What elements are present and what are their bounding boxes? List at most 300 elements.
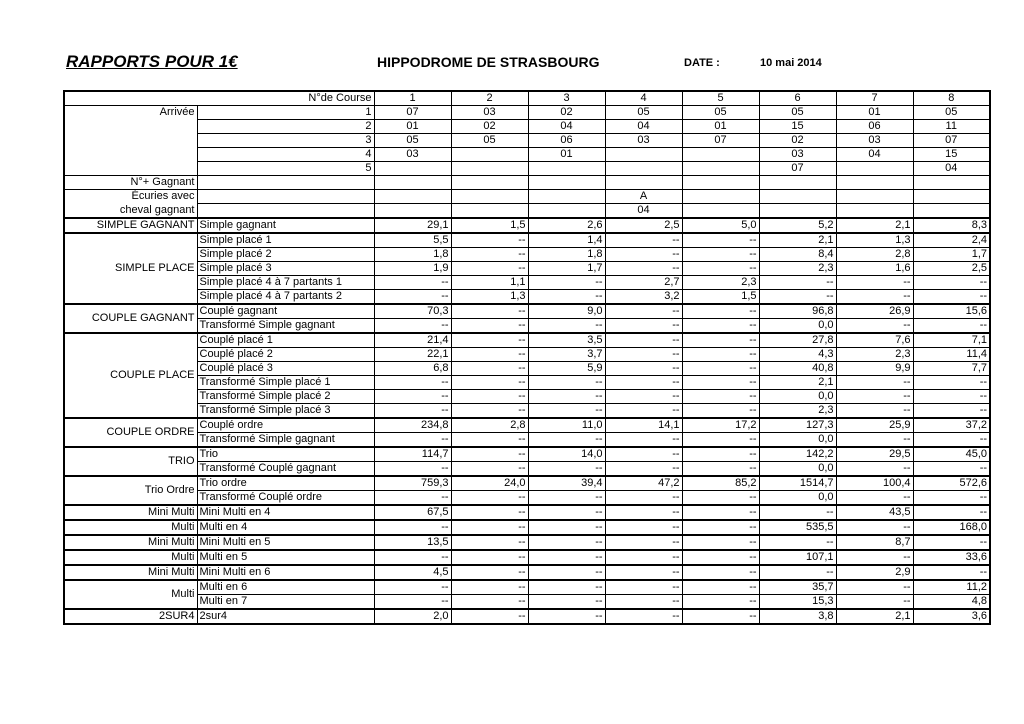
arrivee-horse: 02 [759,134,836,148]
payout-value: -- [451,390,528,404]
bet-row-label: Transformé Simple placé 2 [197,390,374,404]
payout-value: -- [374,376,451,390]
payout-value: 17,2 [682,418,759,433]
payout-value: -- [759,505,836,520]
payout-value: 759,3 [374,476,451,491]
table-row [64,333,990,348]
table-row [64,204,990,219]
payout-value: -- [374,595,451,610]
cheval-label: cheval gagnant [64,204,197,219]
payout-value: 37,2 [913,418,990,433]
payout-value: 1,4 [528,233,605,248]
payout-value: -- [913,404,990,419]
payout-value: 1,8 [528,248,605,262]
table-cell [197,204,374,219]
payout-value: -- [605,404,682,419]
cheval-value [451,204,528,219]
table-row [64,404,990,419]
arrivee-horse: 03 [759,148,836,162]
payout-value: -- [682,491,759,506]
bet-row-label: Simple placé 3 [197,262,374,276]
payout-value: -- [451,535,528,550]
payout-value: -- [374,390,451,404]
payout-value: 70,3 [374,304,451,319]
payout-value: 43,5 [836,505,913,520]
payout-value: -- [528,550,605,565]
payout-value: -- [682,565,759,580]
table-cell [528,176,605,190]
payout-value: 2,1 [836,609,913,624]
payout-value: -- [682,362,759,376]
bet-type-label: Multi [64,580,197,609]
payout-value: -- [451,520,528,535]
table-row [64,535,990,550]
payout-value: -- [605,248,682,262]
payout-value: -- [682,520,759,535]
payout-value: -- [605,447,682,462]
bet-row-label: Couplé gagnant [197,304,374,319]
arrivee-horse: 06 [836,120,913,134]
payout-value: -- [605,304,682,319]
payout-value: -- [836,376,913,390]
payout-value: -- [451,565,528,580]
arrivee-horse: 03 [374,148,451,162]
table-row [64,304,990,319]
payout-value: -- [528,319,605,334]
payout-value: 4,5 [374,565,451,580]
payout-value: 13,5 [374,535,451,550]
arrivee-position: 4 [197,148,374,162]
payout-value: 4,3 [759,348,836,362]
payout-value: -- [836,462,913,477]
payout-value: -- [528,595,605,610]
arrivee-label: Arrivée [64,106,197,120]
payout-value: -- [451,319,528,334]
arrivee-horse: 06 [528,134,605,148]
bet-type-label: Mini Multi [64,565,197,580]
arrivee-horse: 05 [374,134,451,148]
arrivee-horse [836,162,913,176]
results-table [63,90,991,625]
table-row [64,148,990,162]
payout-value: -- [913,276,990,290]
payout-value: 21,4 [374,333,451,348]
page-title: RAPPORTS POUR 1€ [66,52,238,71]
payout-value: -- [451,233,528,248]
cheval-value [759,204,836,219]
bet-row-label: Couplé placé 1 [197,333,374,348]
bet-row-label: Multi en 6 [197,580,374,595]
payout-value: -- [836,595,913,610]
payout-value: -- [913,462,990,477]
bet-row-label: Transformé Simple placé 1 [197,376,374,390]
payout-value: -- [682,319,759,334]
payout-value: -- [913,376,990,390]
payout-value: -- [528,535,605,550]
arrivee-horse: 01 [682,120,759,134]
cheval-value [836,204,913,219]
arrivee-horse: 07 [374,106,451,120]
payout-value: 7,6 [836,333,913,348]
arrivee-horse [682,162,759,176]
arrivee-horse [374,162,451,176]
payout-value: 168,0 [913,520,990,535]
race-number: 2 [451,91,528,106]
payout-value: 22,1 [374,348,451,362]
table-row [64,248,990,262]
payout-value: -- [451,447,528,462]
table-row [64,491,990,506]
payout-value: -- [682,348,759,362]
bet-row-label: Couplé ordre [197,418,374,433]
payout-value: 2,7 [605,276,682,290]
payout-value: -- [605,333,682,348]
arrivee-horse: 05 [913,106,990,120]
payout-value: 11,4 [913,348,990,362]
arrivee-horse: 04 [836,148,913,162]
arrivee-horse: 05 [759,106,836,120]
payout-value: 6,8 [374,362,451,376]
payout-value: -- [528,462,605,477]
payout-value: -- [451,348,528,362]
payout-value: 14,0 [528,447,605,462]
payout-value: 1,5 [451,218,528,233]
bet-type-label: COUPLE PLACE [64,333,197,418]
payout-value: 5,0 [682,218,759,233]
payout-value: -- [528,491,605,506]
payout-value: -- [682,447,759,462]
table-row [64,550,990,565]
payout-value: -- [605,462,682,477]
payout-value: 2,3 [759,404,836,419]
arrivee-horse: 05 [605,106,682,120]
payout-value: -- [528,520,605,535]
table-row [64,319,990,334]
payout-value: 3,7 [528,348,605,362]
bet-type-label: Mini Multi [64,535,197,550]
bet-row-label: Simple placé 2 [197,248,374,262]
table-row [64,595,990,610]
payout-value: -- [451,462,528,477]
arrivee-spacer [64,148,197,162]
arrivee-horse [528,162,605,176]
payout-value: -- [605,491,682,506]
table-row [64,134,990,148]
payout-value: 14,1 [605,418,682,433]
payout-value: -- [528,609,605,624]
payout-value: -- [836,550,913,565]
table-row [64,609,990,624]
arrivee-horse: 05 [451,134,528,148]
bet-type-label: 2SUR4 [64,609,197,624]
payout-value: -- [528,376,605,390]
bet-row-label: Trio [197,447,374,462]
payout-value: 2,5 [605,218,682,233]
payout-value: 96,8 [759,304,836,319]
payout-value: 29,5 [836,447,913,462]
payout-value: -- [913,290,990,305]
payout-value: -- [605,580,682,595]
ecuries-label: Écuries avec [64,190,197,204]
payout-value: -- [605,319,682,334]
table-row [64,580,990,595]
payout-value: -- [451,609,528,624]
payout-value: 572,6 [913,476,990,491]
bet-row-label: Transformé Simple gagnant [197,433,374,448]
payout-value: -- [682,304,759,319]
cheval-value [913,204,990,219]
arrivee-horse: 01 [374,120,451,134]
payout-value: 1,3 [451,290,528,305]
payout-value: -- [682,580,759,595]
payout-value: 3,6 [913,609,990,624]
payout-value: 4,8 [913,595,990,610]
payout-value: -- [374,520,451,535]
arrivee-horse: 07 [682,134,759,148]
bet-row-label: Trio ordre [197,476,374,491]
table-row [64,120,990,134]
payout-value: -- [605,595,682,610]
payout-value: 11,2 [913,580,990,595]
payout-value: -- [836,319,913,334]
payout-value: -- [528,404,605,419]
payout-value: 7,7 [913,362,990,376]
payout-value: 2,4 [913,233,990,248]
payout-value: -- [451,248,528,262]
payout-value: -- [682,390,759,404]
payout-value: 234,8 [374,418,451,433]
payout-value: 11,0 [528,418,605,433]
bet-row-label: Transformé Couplé gagnant [197,462,374,477]
arrivee-spacer [64,134,197,148]
arrivee-horse: 02 [451,120,528,134]
arrivee-horse: 05 [682,106,759,120]
payout-value: -- [528,565,605,580]
ecuries-value [451,190,528,204]
table-row [64,218,990,233]
table-cell [836,176,913,190]
bet-row-label: Simple placé 1 [197,233,374,248]
payout-value: -- [913,390,990,404]
payout-value: -- [759,290,836,305]
payout-value: -- [836,520,913,535]
payout-value: -- [451,404,528,419]
table-row [64,290,990,305]
bet-type-label: COUPLE GAGNANT [64,304,197,333]
payout-value: -- [605,550,682,565]
payout-value: -- [451,262,528,276]
arrivee-horse: 03 [836,134,913,148]
table-cell [451,176,528,190]
table-row [64,91,990,106]
payout-value: 26,9 [836,304,913,319]
arrivee-horse: 07 [913,134,990,148]
payout-value: 2,3 [759,262,836,276]
payout-value: -- [836,491,913,506]
payout-value: -- [528,433,605,448]
cheval-value [682,204,759,219]
arrivee-horse: 04 [605,120,682,134]
bet-row-label: Simple gagnant [197,218,374,233]
cheval-value [528,204,605,219]
payout-value: -- [451,580,528,595]
payout-value: 535,5 [759,520,836,535]
table-row [64,418,990,433]
payout-value: 5,2 [759,218,836,233]
payout-value: 100,4 [836,476,913,491]
payout-value: 9,9 [836,362,913,376]
gagnant-label: N°+ Gagnant [64,176,197,190]
bet-row-label: Couplé placé 3 [197,362,374,376]
payout-value: -- [836,433,913,448]
payout-value: 0,0 [759,462,836,477]
race-number: 5 [682,91,759,106]
payout-value: -- [836,276,913,290]
payout-value: -- [682,233,759,248]
payout-value: -- [836,580,913,595]
payout-value: 2,1 [759,233,836,248]
payout-value: -- [374,276,451,290]
cheval-value: 04 [605,204,682,219]
cheval-value [374,204,451,219]
arrivee-horse [605,162,682,176]
table-cell [605,176,682,190]
payout-value: -- [682,433,759,448]
arrivee-horse: 15 [759,120,836,134]
payout-value: -- [528,580,605,595]
payout-value: -- [605,535,682,550]
bet-type-label: SIMPLE GAGNANT [64,218,197,233]
table-row [64,565,990,580]
payout-value: 9,0 [528,304,605,319]
payout-value: -- [682,595,759,610]
payout-value: 8,4 [759,248,836,262]
payout-value: 24,0 [451,476,528,491]
course-header-label: N°de Course [64,91,374,106]
payout-value: -- [605,262,682,276]
race-number: 4 [605,91,682,106]
bet-row-label: Mini Multi en 5 [197,535,374,550]
race-number: 8 [913,91,990,106]
payout-value: -- [836,290,913,305]
table-row [64,362,990,376]
payout-value: 2,1 [836,218,913,233]
payout-value: 2,3 [682,276,759,290]
payout-value: -- [374,433,451,448]
arrivee-horse: 02 [528,106,605,120]
payout-value: 1,8 [374,248,451,262]
arrivee-horse [605,148,682,162]
table-row [64,162,990,176]
table-row [64,276,990,290]
payout-value: -- [374,404,451,419]
payout-value: -- [682,248,759,262]
payout-value: -- [913,433,990,448]
arrivee-horse [682,148,759,162]
payout-value: 29,1 [374,218,451,233]
arrivee-spacer [64,162,197,176]
ecuries-value [759,190,836,204]
table-row [64,376,990,390]
ecuries-value [913,190,990,204]
arrivee-spacer [64,120,197,134]
payout-value: -- [374,290,451,305]
payout-value: 85,2 [682,476,759,491]
payout-value: 8,7 [836,535,913,550]
arrivee-horse: 01 [836,106,913,120]
arrivee-position: 5 [197,162,374,176]
bet-type-label: Trio Ordre [64,476,197,505]
table-row [64,462,990,477]
payout-value: -- [451,433,528,448]
payout-value: 0,0 [759,433,836,448]
payout-value: 33,6 [913,550,990,565]
arrivee-horse: 11 [913,120,990,134]
bet-row-label: Multi en 7 [197,595,374,610]
race-number: 6 [759,91,836,106]
ecuries-value [374,190,451,204]
payout-value: 8,3 [913,218,990,233]
payout-value: 15,6 [913,304,990,319]
payout-value: 45,0 [913,447,990,462]
ecuries-value [836,190,913,204]
payout-value: 114,7 [374,447,451,462]
payout-value: 0,0 [759,390,836,404]
payout-value: -- [913,319,990,334]
payout-value: -- [374,580,451,595]
payout-value: 47,2 [605,476,682,491]
payout-value: -- [374,319,451,334]
table-row [64,433,990,448]
ecuries-value: A [605,190,682,204]
table-cell [374,176,451,190]
payout-value: 5,5 [374,233,451,248]
payout-value: -- [682,462,759,477]
payout-value: 35,7 [759,580,836,595]
table-row [64,520,990,535]
bet-type-label: Multi [64,520,197,535]
payout-value: -- [759,276,836,290]
payout-value: -- [605,376,682,390]
payout-value: -- [528,276,605,290]
arrivee-position: 2 [197,120,374,134]
payout-value: 142,2 [759,447,836,462]
payout-value: -- [913,535,990,550]
ecuries-value [682,190,759,204]
payout-value: 39,4 [528,476,605,491]
table-cell [197,190,374,204]
payout-value: -- [682,535,759,550]
table-cell [913,176,990,190]
payout-value: -- [528,505,605,520]
payout-value: 0,0 [759,491,836,506]
payout-value: -- [913,491,990,506]
arrivee-horse: 07 [759,162,836,176]
arrivee-horse: 03 [605,134,682,148]
payout-value: -- [451,491,528,506]
race-number: 3 [528,91,605,106]
bet-row-label: Mini Multi en 6 [197,565,374,580]
payout-value: -- [605,609,682,624]
payout-value: -- [605,390,682,404]
payout-value: -- [451,362,528,376]
payout-value: 40,8 [759,362,836,376]
payout-value: 5,9 [528,362,605,376]
payout-value: 1,7 [528,262,605,276]
payout-value: -- [451,550,528,565]
payout-value: 27,8 [759,333,836,348]
race-number: 1 [374,91,451,106]
